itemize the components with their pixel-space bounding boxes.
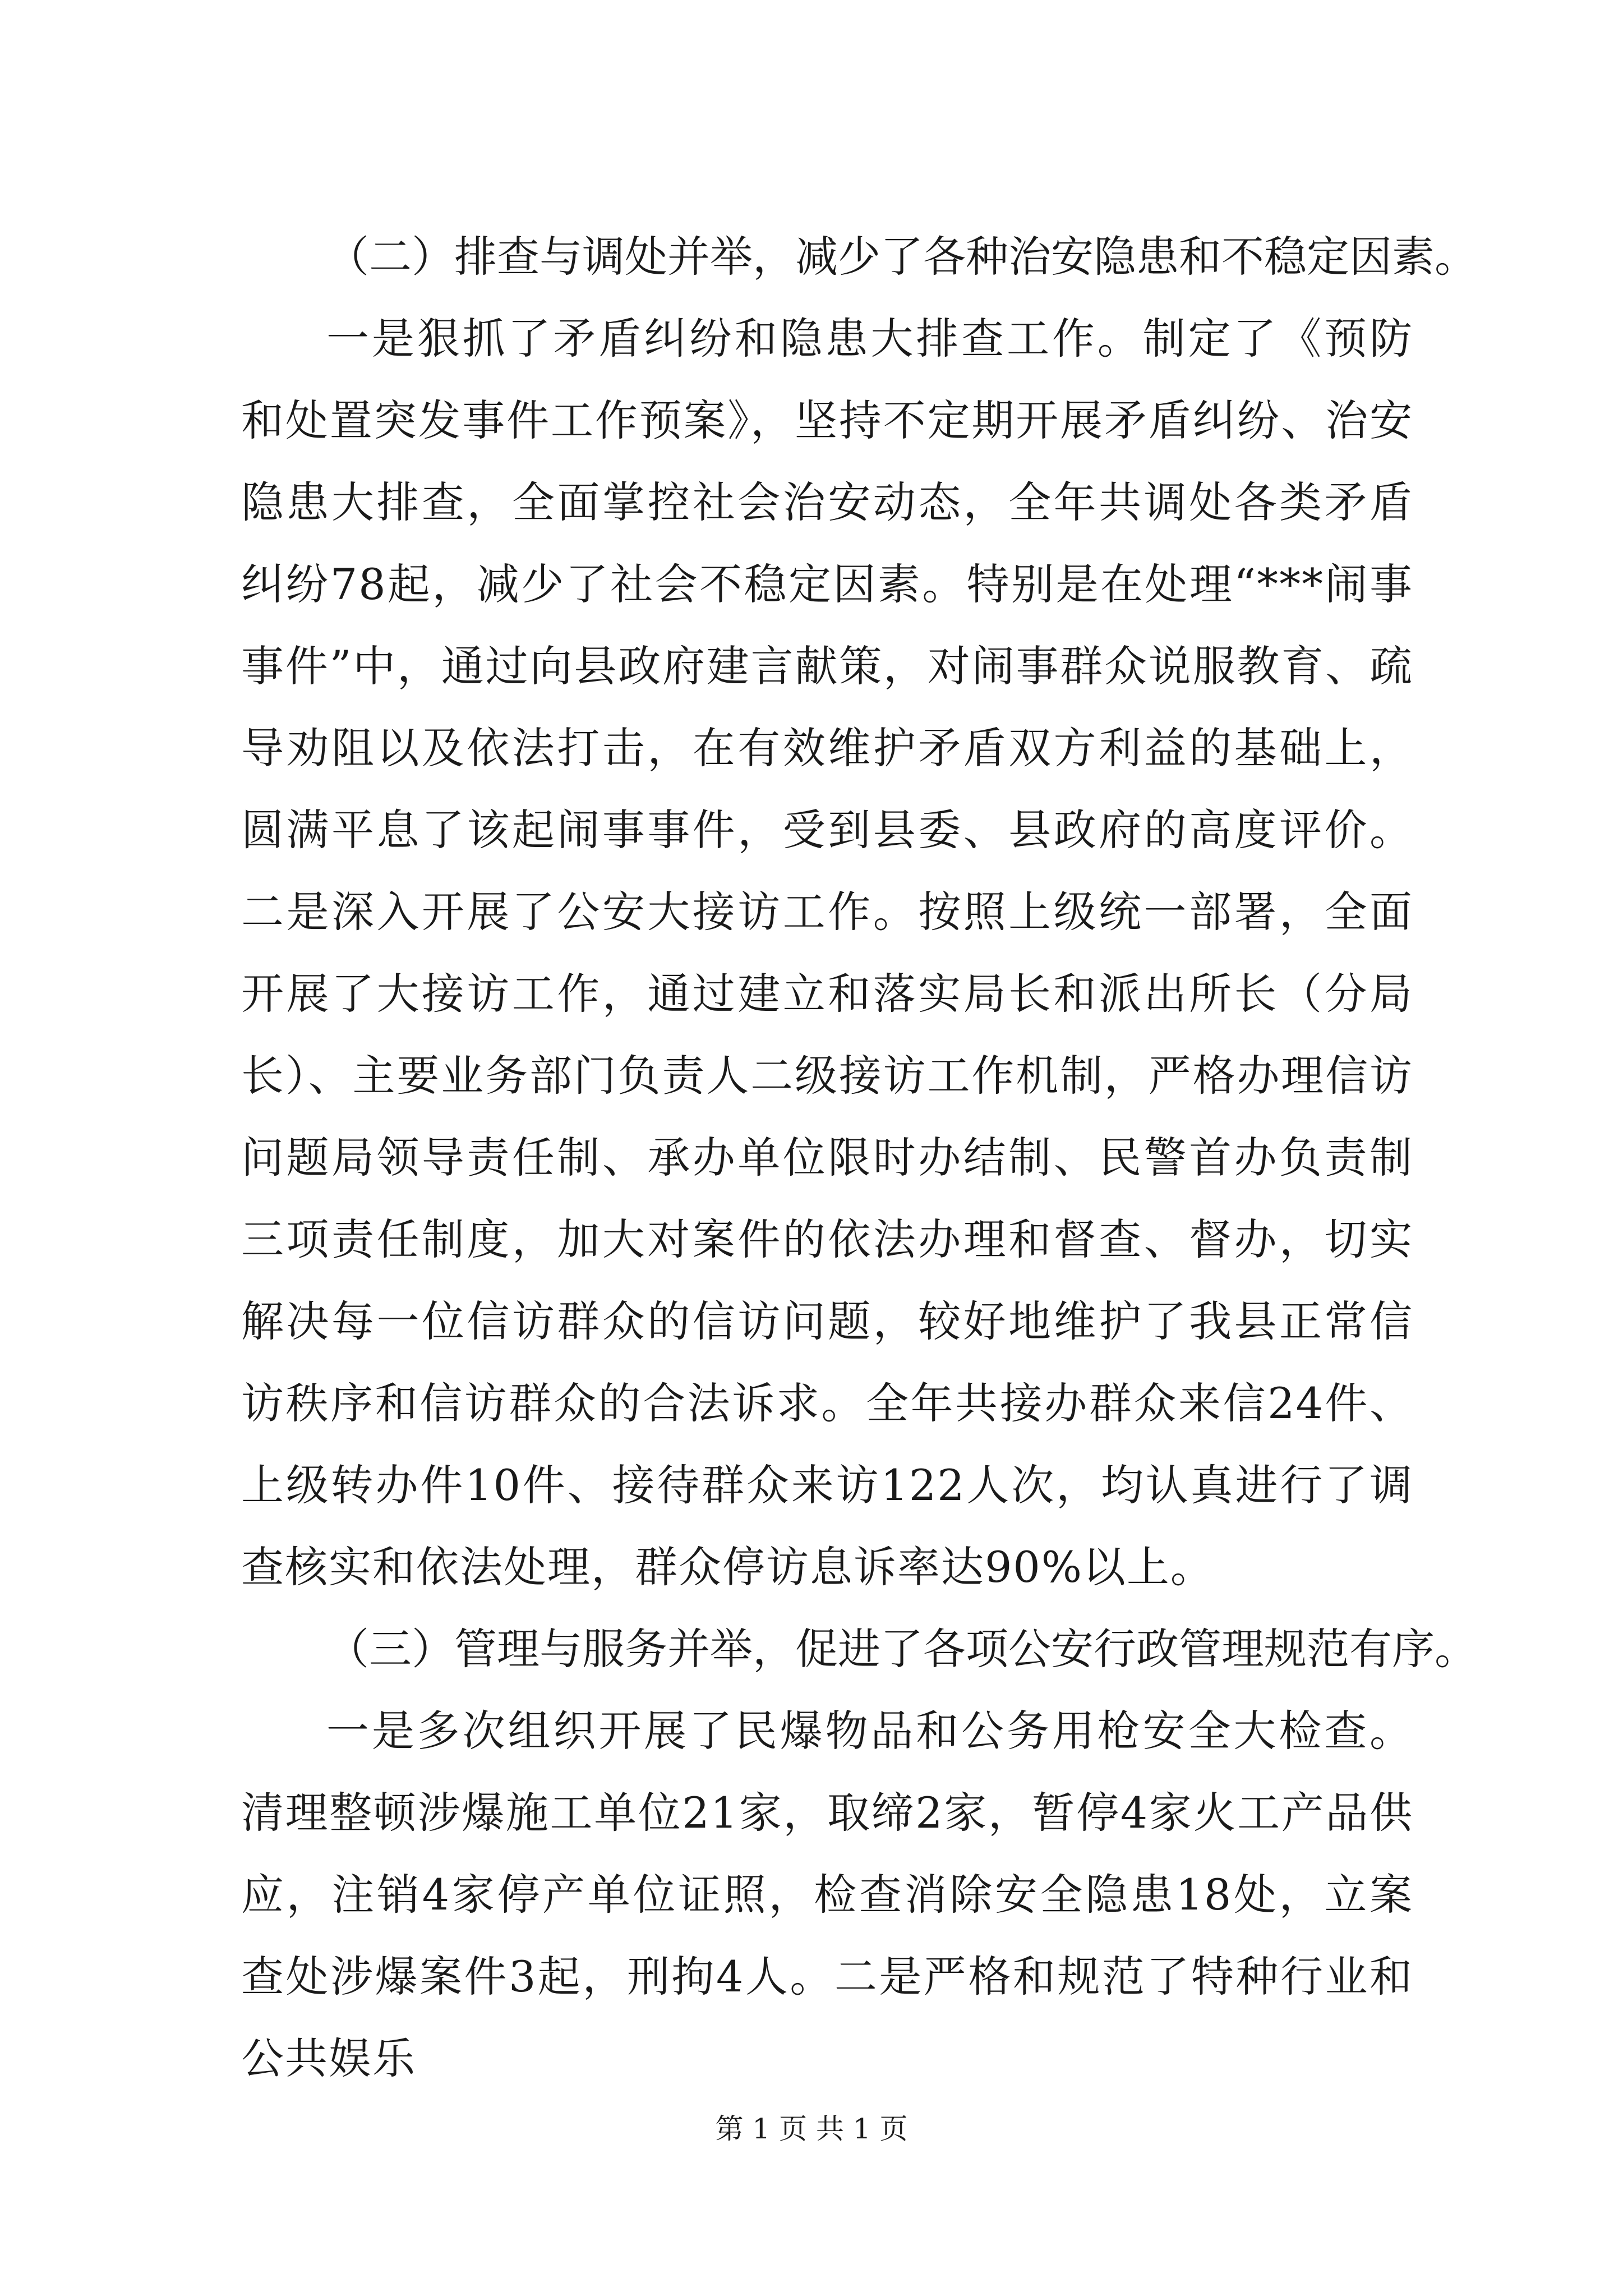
section-2-body: 一是狠抓了矛盾纠纷和隐患大排查工作。制定了《预防和处置突发事件工作预案》，坚持不定期开展矛盾纠纷、治安隐患大排查，全面掌控社会治安动态，全年共调处各类矛盾纠纷78起，减少了社会不稳定因素。特别是在处理“***闹事事件”中，通过向县政府建言献策，对闹事群众说服教育、疏导劝阻以及依法打击，在有效维护矛盾双方利益的基础上，圆满平息了该起闹事事件，受到县委、县政府的高度评价。二是深入开展了公安大接访工作。按照上级统一部署，全面开展了大接访工作，通过建立和落实局长和派出所长（分局长）、主要业务部门负责人二级接访工作机制，严格办理信访问题局领导责任制、承办单位限时办结制、民警首办负责制三项责任制度，加大对案件的依法办理和督查、督办，切实解决每一位信访群众的信访问题，较好地维护了我县正常信访秩序和信访群众的合法诉求。全年共接办群众来信24件、上级转办件10件、接待群众来访122人次，均认真进行了调查核实和依法处理，群众停访息诉率达90%以上。 [241,314,1413,1592]
document-content [241,216,1477,2100]
section-3-heading: （三）管理与服务并举，促进了各项公安行政管理规范有序。 [326,1624,1477,1674]
page-footer: 第 1 页 共 1 页 [715,2113,908,2145]
section-2-heading: （二）排查与调处并举，减少了各种治安隐患和不稳定因素。 [326,232,1477,282]
section-3-body: 一是多次组织开展了民爆物品和公务用枪安全大检查。清理整顿涉爆施工单位21家，取缔2家，暂停4家火工产品供应，注销4家停产单位证照，检查消除安全隐患18处，立案查处涉爆案件3起，刑拘4人。二是严格和规范了特种行业和公共娱乐 [241,1706,1413,2083]
